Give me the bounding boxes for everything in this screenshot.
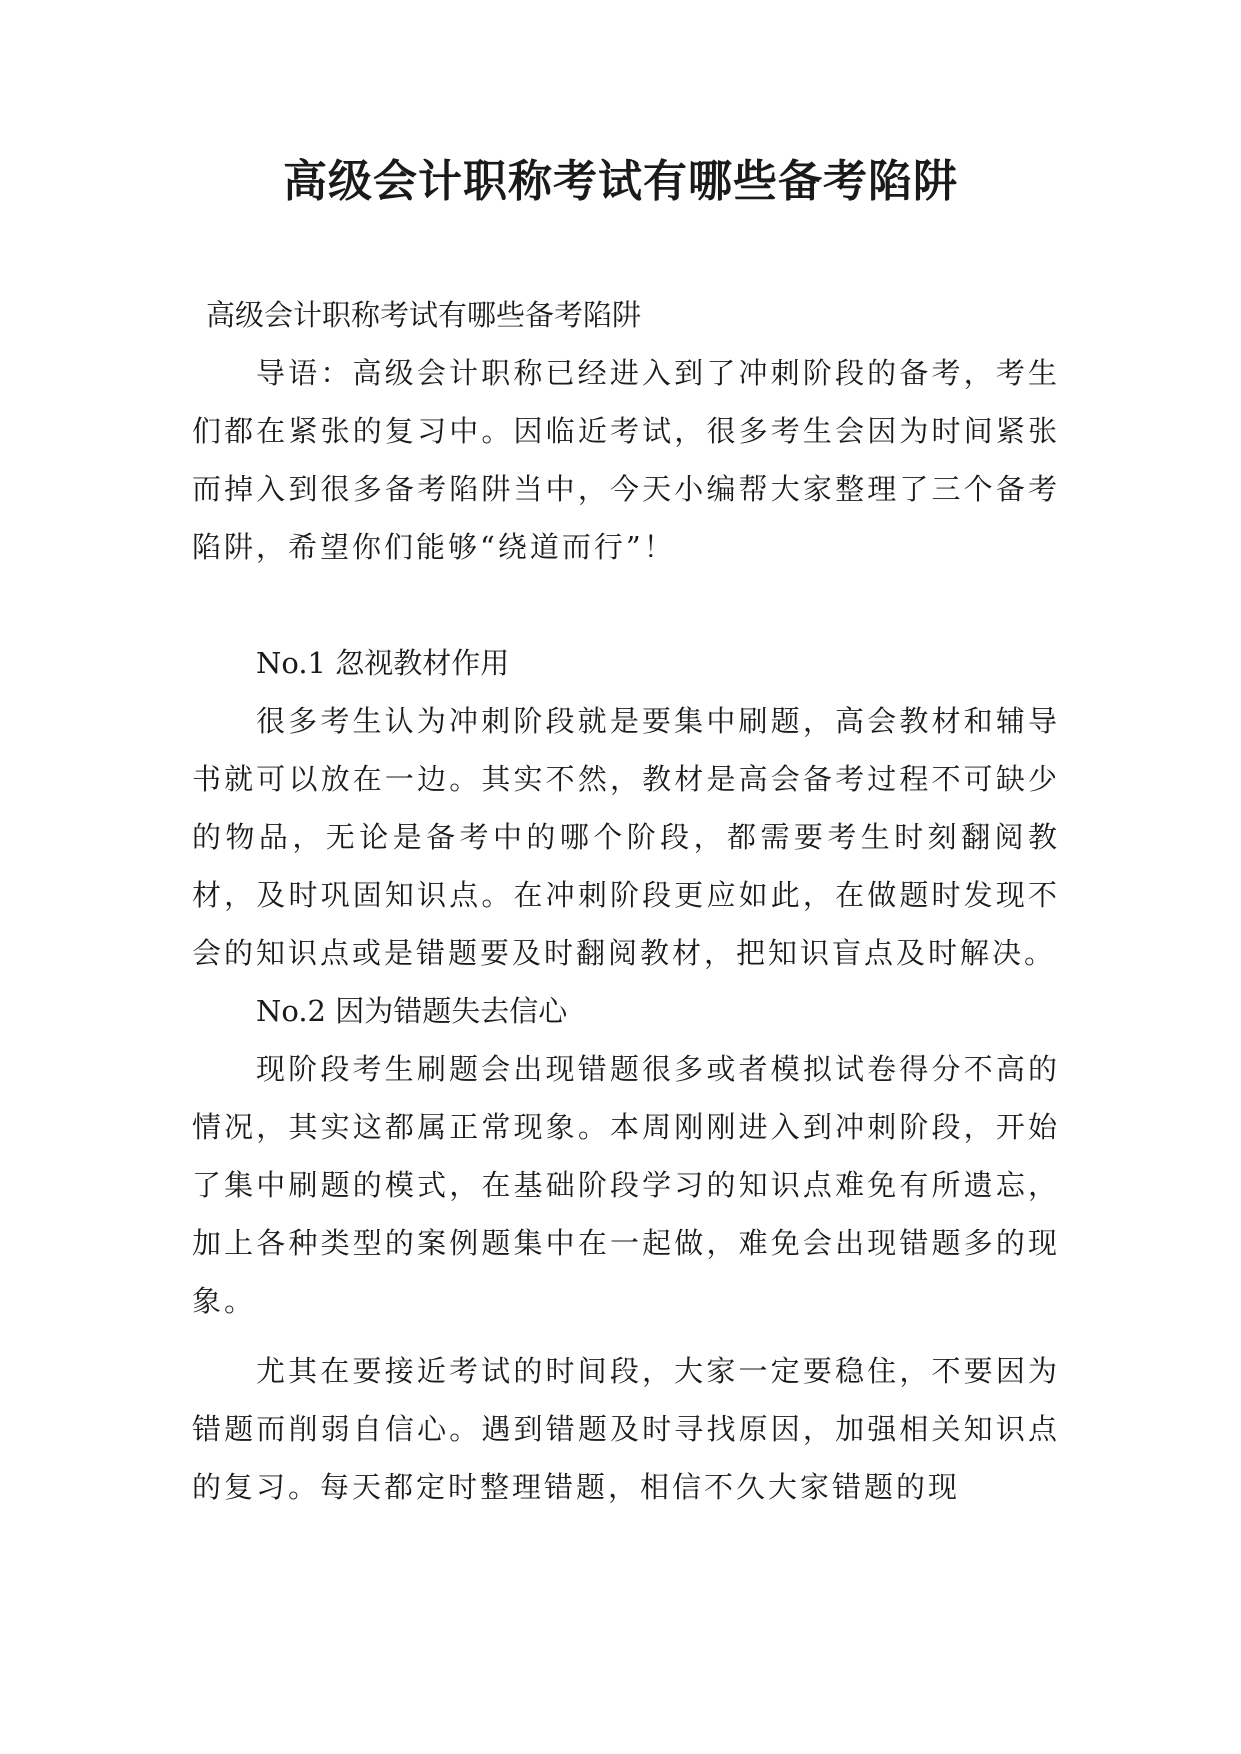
paragraph-gap [192,1330,1060,1342]
section-2-paragraph-1: 现阶段考生刷题会出现错题很多或者模拟试卷得分不高的情况，其实这都属正常现象。本周刚刚进入到冲刺阶段，开始了集中刷题的模式，在基础阶段学习的知识点难免有所遗忘，加上各种类型的案例题集中在一起做，难免会出现错题多的现象。 [192,1052,1060,1318]
section-heading-1: No.1 忽视教材作用 [256,646,510,680]
section-2-paragraph-2: 尤其在要接近考试的时间段，大家一定要稳住，不要因为错题而削弱自信心。遇到错题及时寻找原因，加强相关知识点的复习。每天都定时整理错题，相信不久大家错题的现 [192,1354,1060,1504]
document-subtitle: 高级会计职称考试有哪些备考陷阱 [206,298,642,332]
intro-paragraph: 导语：高级会计职称已经进入到了冲刺阶段的备考，考生们都在紧张的复习中。因临近考试，很多考生会因为时间紧张而掉入到很多备考陷阱当中，今天小编帮大家整理了三个备考陷阱，希望你们能够“绕道而行”！ [192,356,1060,564]
section-heading-2: No.2 因为错题失去信心 [256,994,568,1028]
blank-line [192,576,1060,634]
document-body [192,286,1060,1516]
section-1-paragraph: 很多考生认为冲刺阶段就是要集中刷题，高会教材和辅导书就可以放在一边。其实不然，教材是高会备考过程不可缺少的物品，无论是备考中的哪个阶段，都需要考生时刻翻阅教材，及时巩固知识点。在冲刺阶段更应如此，在做题时发现不会的知识点或是错题要及时翻阅教材，把知识盲点及时解决。 [192,704,1060,970]
document-title: 高级会计职称考试有哪些备考陷阱 [283,156,958,207]
